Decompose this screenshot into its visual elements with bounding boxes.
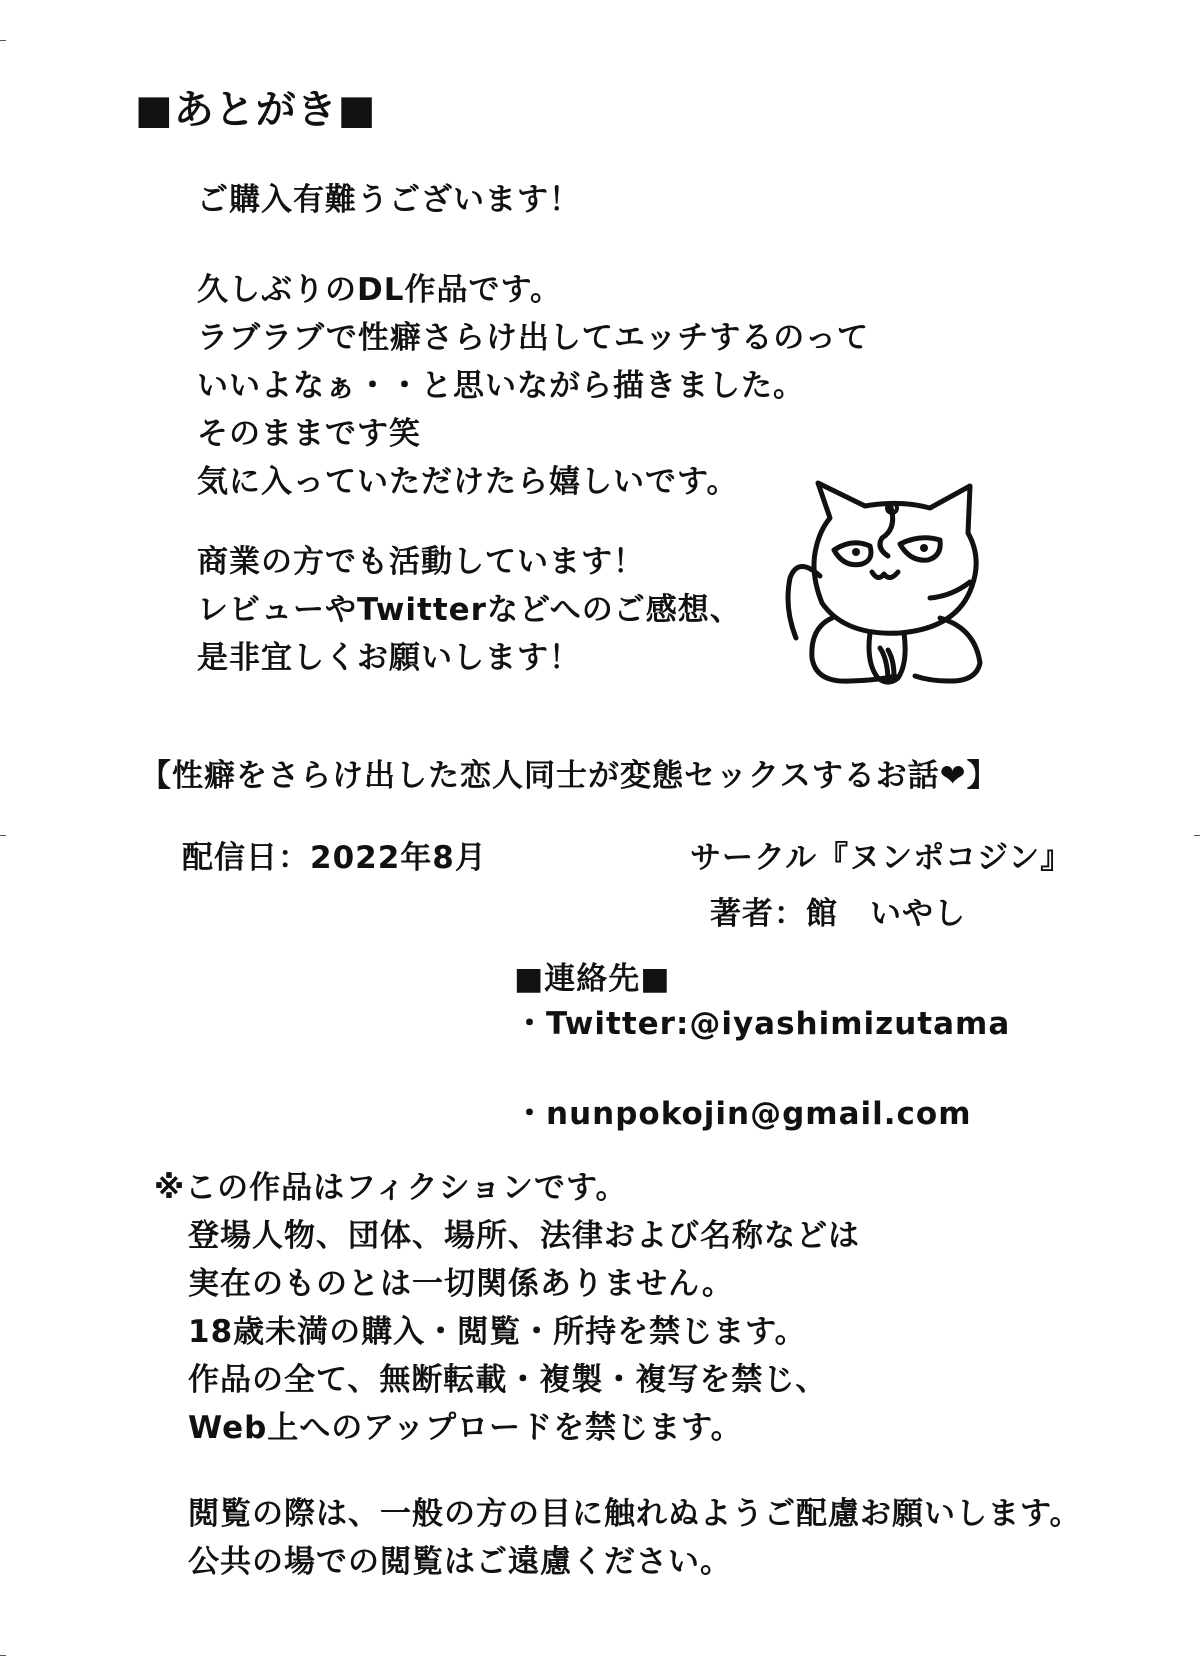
notice-line: 作品の全て、無断転載・複製・複写を禁じ、: [188, 1362, 828, 1398]
afterword-heading: ■あとがき■: [135, 87, 377, 133]
message-line: ラブラブで性癖さらけ出してエッチするのって: [197, 320, 869, 356]
crop-mark: [1194, 835, 1200, 836]
message-line: そのままです笑: [197, 416, 421, 452]
message-line: 久しぶりのDL作品です。: [197, 272, 563, 308]
twitter-handle: ・Twitter:@iyashimizutama: [514, 1006, 1011, 1042]
viewing-line: 公共の場での閲覧はご遠慮ください。: [188, 1544, 732, 1580]
circle-name: サークル『ヌンポコジン』: [690, 840, 1073, 876]
notice-line: 実在のものとは一切関係ありません。: [188, 1266, 734, 1302]
commercial-line: 商業の方でも活動しています！: [197, 544, 645, 580]
crop-mark: [0, 835, 6, 836]
notice-line: 登場人物、団体、場所、法律および名称などは: [188, 1218, 860, 1254]
notice-line: Web上へのアップロードを禁じます。: [188, 1410, 743, 1446]
notice-line: 18歳未満の購入・閲覧・所持を禁じます。: [188, 1314, 807, 1350]
viewing-line: 閲覧の際は、一般の方の目に触れぬようご配慮お願いします。: [188, 1496, 1082, 1532]
message-line: 気に入っていただけたら嬉しいです。: [197, 464, 739, 500]
crop-mark: [0, 1655, 6, 1656]
release-date: 配信日：2022年8月: [182, 840, 487, 876]
email-address: ・nunpokojin@gmail.com: [514, 1096, 972, 1132]
cat-icon: [770, 478, 1000, 703]
author-name: 著者：館 いやし: [710, 896, 966, 932]
message-line: いいよなぁ・・と思いながら描きました。: [197, 368, 805, 404]
notice-line: ※この作品はフィクションです。: [154, 1170, 628, 1206]
commercial-line: 是非宜しくお願いします！: [197, 640, 581, 676]
crop-mark: [0, 40, 6, 41]
work-title: 【性癖をさらけ出した恋人同士が変態セックスするお話❤】: [140, 758, 999, 794]
contact-heading: ■連絡先■: [514, 961, 671, 997]
thanks-line: ご購入有難うございます！: [197, 182, 581, 218]
commercial-line: レビューやTwitterなどへのご感想、: [197, 592, 742, 628]
